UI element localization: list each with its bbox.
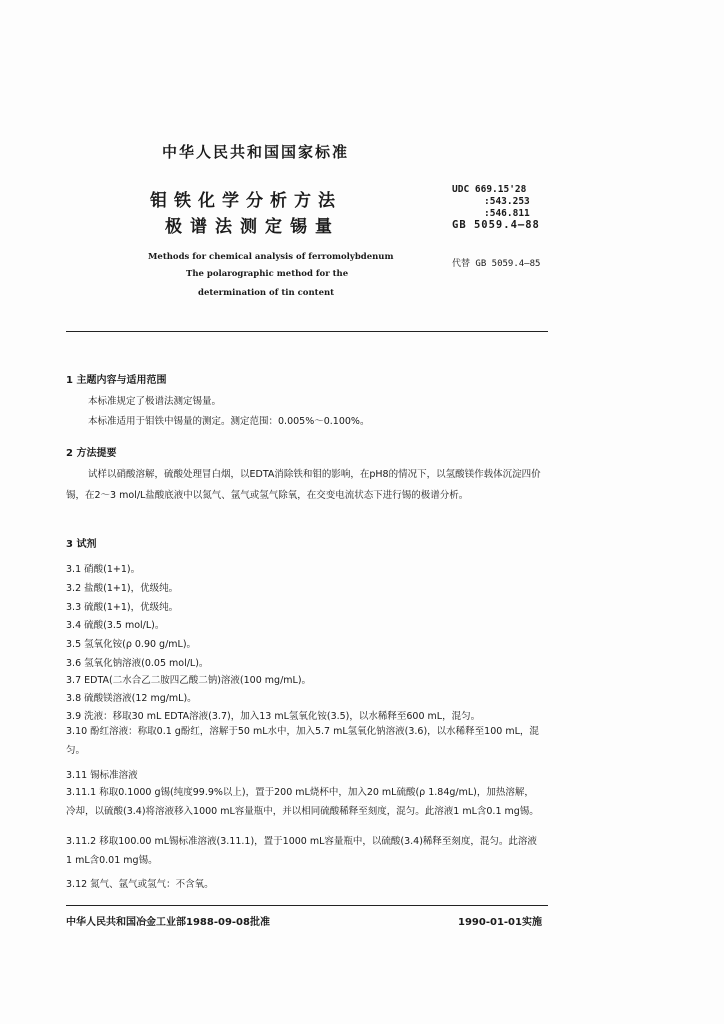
reagent-item: 3.1 硝酸(1+1)。 bbox=[66, 564, 141, 575]
udc-code-line3: :546.811 bbox=[484, 208, 530, 219]
reagent-item: 3.10 酚红溶液：称取0.1 g酚红，溶解于50 mL水中，加入5.7 mL氢氧化钠溶液(3.6)，以水稀释至100 mL，混匀。 bbox=[66, 726, 539, 756]
country-standard-title: 中华人民共和国国家标准 bbox=[162, 143, 350, 161]
section-1-heading: 1 主题内容与适用范围 bbox=[66, 375, 167, 386]
english-title-line3: determination of tin content bbox=[198, 288, 335, 298]
english-title-line2: The polarographic method for the bbox=[186, 269, 349, 279]
reagent-item: 3.12 氮气、氩气或氢气：不含氧。 bbox=[66, 879, 214, 890]
replaces-standard: 代替 GB 5059.4—85 bbox=[452, 259, 541, 269]
effective-date: 1990-01-01实施 bbox=[458, 917, 542, 928]
section-2-paragraph: 试样以硝酸溶解，硫酸处理冒白烟，以EDTA消除铁和钼的影响，在pH8的情况下，以氢酸镁作载体沉淀四价锡，在2～3 mol/L盐酸底液中以氮气、氩气或氢气除氧，在交变电流状态下进行锡的极谱分析。 bbox=[66, 469, 541, 501]
section-3-heading: 3 试剂 bbox=[66, 539, 97, 550]
reagent-item: 3.7 EDTA(二水合乙二胺四乙酸二钠)溶液(100 mg/mL)。 bbox=[66, 675, 312, 686]
reagent-item: 3.11.1 称取0.1000 g锡(纯度99.9%以上)，置于200 mL烧杯中，加入20 mL硫酸(ρ 1.84g/mL)，加热溶解，冷却，以硫酸(3.4)将溶液移入1000 mL容量瓶中，并以相同硫酸稀释至刻度，混匀。此溶液1 mL含0.1 mg锡。 bbox=[66, 787, 539, 817]
standard-title-line1: 钼铁化学分析方法 bbox=[150, 191, 342, 211]
reagent-item: 3.2 盐酸(1+1)，优级纯。 bbox=[66, 583, 179, 594]
reagent-item: 3.9 洗液：移取30 mL EDTA溶液(3.7)，加入13 mL氢氧化铵(3.5)，以水稀释至600 mL，混匀。 bbox=[66, 711, 481, 722]
reagent-item: 3.8 硫酸镁溶液(12 mg/mL)。 bbox=[66, 693, 197, 704]
approval-line: 中华人民共和国冶金工业部1988-09-08批准 bbox=[66, 917, 270, 928]
reagent-item: 3.11 锡标准溶液 bbox=[66, 770, 138, 781]
footer-divider bbox=[66, 905, 548, 906]
standard-title-line2: 极谱法测定锡量 bbox=[165, 217, 340, 237]
gb-number: GB 5059.4—88 bbox=[452, 219, 540, 231]
header-divider bbox=[66, 331, 548, 332]
english-title-line1: Methods for chemical analysis of ferromolybdenum bbox=[148, 252, 394, 262]
reagent-item: 3.6 氢氧化钠溶液(0.05 mol/L)。 bbox=[66, 658, 209, 669]
section-2-heading: 2 方法提要 bbox=[66, 448, 117, 459]
reagent-item: 3.5 氢氧化铵(ρ 0.90 g/mL)。 bbox=[66, 639, 197, 650]
reagent-item: 3.3 硫酸(1+1)，优级纯。 bbox=[66, 602, 179, 613]
udc-code-line1: UDC 669.15'28 bbox=[452, 184, 527, 195]
section-1-paragraph-2: 本标准适用于钼铁中锡量的测定。测定范围：0.005%～0.100%。 bbox=[88, 416, 370, 427]
udc-code-line2: :543.253 bbox=[484, 196, 530, 207]
reagent-item: 3.11.2 移取100.00 mL锡标准溶液(3.11.1)，置于1000 mL容量瓶中，以硫酸(3.4)稀释至刻度，混匀。此溶液1 mL含0.01 mg锡。 bbox=[66, 836, 537, 866]
section-1-paragraph-1: 本标准规定了极谱法测定锡量。 bbox=[88, 396, 222, 407]
reagent-item: 3.4 硫酸(3.5 mol/L)。 bbox=[66, 620, 165, 631]
